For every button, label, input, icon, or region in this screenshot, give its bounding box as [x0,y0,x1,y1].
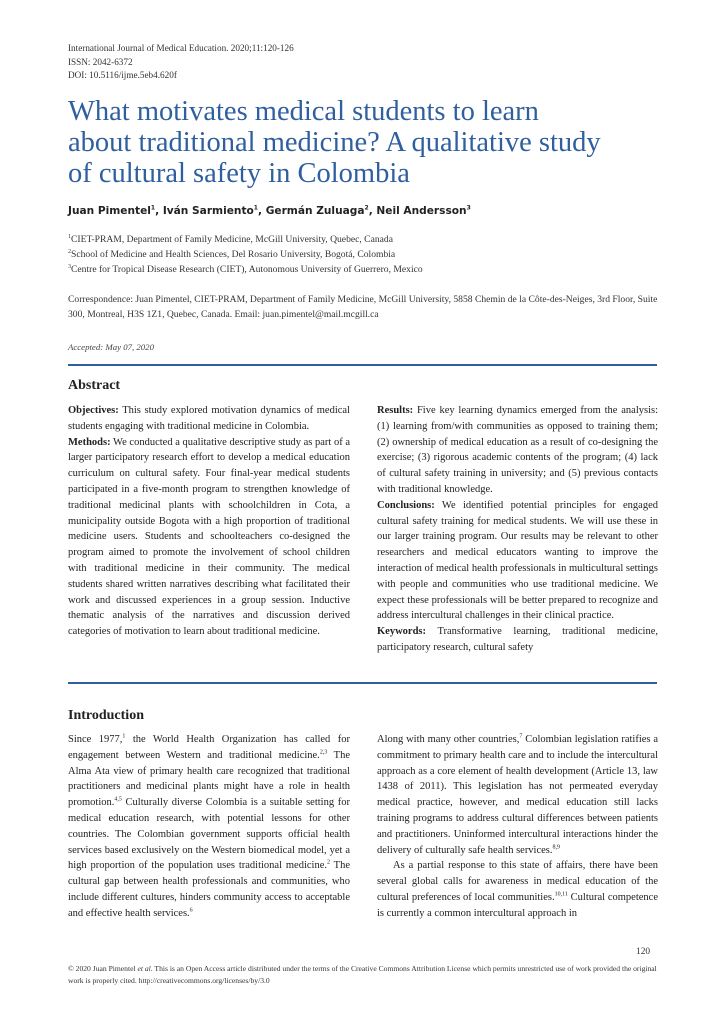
citation-marker: 6 [189,907,193,914]
conclusions-text: We identified potential principles for engaged cultural safety training for medical students. We will use these in our larger training program. Our results may be relevant to other researchers and medical educators wanting to improve the interaction of medical health professionals in multicultural settings with people and communities who use traditional medicine. We expect these professionals will be better prepared to recognize and address intercultural challenges in their clinical practice. [377,499,658,622]
author-name: Juan Pimentel [68,205,151,217]
citation-marker: 2,3 [319,749,328,756]
author-affiliation-mark: 2 [364,204,369,212]
results-label: Results: [377,405,414,416]
author-affiliation-mark: 1 [253,204,258,212]
license-text: . This is an Open Access article distributed under the terms of the Creative Commons Attribution License which permits unrestricted use of work provided the original work is properly cited. http://creativecommons.org/licenses/by/3.0 [68,964,657,985]
paragraph-text: Since 1977, [68,734,123,745]
abstract-results [377,403,658,498]
title-line-2: about traditional medicine? A qualitative study [68,127,601,158]
citation-marker: 1 [122,733,126,740]
citation-marker: 7 [519,733,523,740]
abstract-keywords [377,624,658,656]
abstract-right-column [377,403,658,656]
paragraph-text: Colombian legislation ratifies a commitment to primary health care and to include the intercultural approach as a core element of health development (Article 13, law 1438 of 2011). This legislation has not permeated everyday medical practice, however, and medical education still lacks training programs to address cultural differences between patients and practitioners. Uninformed intercultural interactions hinder the delivery of culturally safe health services. [377,734,658,856]
conclusions-label: Conclusions: [377,499,435,511]
keywords-text: Transformative learning, traditional medicine, participatory research, cultural safety [377,626,658,653]
paragraph-text: Cultural competence is currently a common intercultural approach in [377,891,658,919]
divider-top [68,364,657,366]
introduction-paragraph-3 [377,858,658,921]
author-affiliation-mark: 1 [150,204,156,212]
objectives-label: Objectives: [68,405,119,416]
paragraph-text: The cultural gap between health professionals and communities, who include different cultures, hinders community access to acceptable and effective health services. [68,860,350,919]
citation-marker: 8,9 [552,844,561,851]
author-list: Juan Pimentel$^1$, Iván Sarmiento$^1$, Germán Zuluaga$^2$, Neil Andersson$^3$ [68,204,471,217]
license-notice [68,963,658,986]
title-line-3: of cultural safety in Colombia [68,158,410,189]
introduction-left-column [68,732,350,922]
paragraph-text: Culturally diverse Colombia is a suitable setting for medical education research, with potential lessons for other countries. The Colombian government supports official health services based exclusively on the Western biomedical model, yet a high proportion of the population uses traditional medicine. [68,797,350,872]
license-etal: et al [137,964,151,973]
author-name: Neil Andersson [376,205,467,217]
journal-issn: ISSN: 2042-6372 [68,56,133,67]
introduction-paragraph-2 [377,732,658,858]
affiliation-text: CIET-PRAM, Department of Family Medicine, McGill University, Quebec, Canada [71,234,393,245]
results-text: Five key learning dynamics emerged from the analysis: (1) learning from/with communities as opposed to training them; (2) ownership of medical education as a result of co-designing the exercise; (3) rigorous academic contents of the program; (4) lack of cultural safety training in university; and (5) previous contacts with traditional knowledge. [377,405,658,495]
abstract-methods [68,435,350,640]
abstract-heading: Abstract [68,378,121,393]
objectives-text: This study explored motivation dynamics of medical students engaging with traditional medicine in Colombia. [68,405,350,432]
affiliations [68,232,423,277]
affiliation-number: 2 [68,248,71,255]
author-affiliation-mark: 3 [466,204,471,212]
article-title [68,96,668,189]
introduction-paragraph-1 [68,732,350,922]
paragraph-text: The Alma Ata view of primary health care recognized that traditional practitioners and medicinal plants might have a role in health promotion. [68,749,350,809]
accepted-date: Accepted: May 07, 2020 [68,342,154,352]
methods-label: Methods: [68,436,111,448]
abstract-conclusions [377,498,658,624]
citation-marker: 2 [326,859,330,866]
affiliation-text: Centre for Tropical Disease Research (CIET), Autonomous University of Guerrero, Mexico [71,264,423,275]
divider-bottom [68,682,657,684]
introduction-heading: Introduction [68,708,144,723]
keywords-label: Keywords: [377,626,426,638]
paragraph-text: the World Health Organization has called for engagement between Western and traditional medicine. [68,734,350,761]
page-number: 120 [636,947,651,957]
correspondence: Correspondence: Juan Pimentel, CIET-PRAM, Department of Family Medicine, McGill University, 5858 Chemin de la Côte-des-Neiges, 3rd Floor, Suite 300, Montreal, H3S 1Z1, Quebec, Canada. Email: juan.pimentel@mail.mcgill.ca [68,294,658,320]
abstract-left-column [68,403,350,640]
citation-marker: 10,11 [554,891,568,898]
affiliation-item [68,232,423,247]
methods-text: We conducted a qualitative descriptive study as part of a larger participatory research effort to develop a medical education curriculum on cultural safety. Four final-year medical students participated in a five-month program to strengthen knowledge of traditional medicinal plants with schoolchildren in Cota, a municipality outside Bogota with a high proportion of traditional medicine users. Students and schoolteachers co-designed the program aimed to promote the involvement of school children with traditional medicine in their community. The medical students shared written narratives describing what facilitated their work and discussed experiences in a group session. Inductive thematic analysis of the narratives and discussion derived categories of motivation to learn about traditional medicine. [68,436,350,638]
journal-meta [68,42,294,83]
affiliation-item [68,247,423,262]
abstract-objectives [68,403,350,435]
journal-doi: DOI: 10.5116/ijme.5eb4.620f [68,70,177,80]
license-prefix: © 2020 Juan Pimentel [68,964,138,973]
paragraph-text: As a partial response to this state of affairs, there have been several global calls for awareness in medical education of the cultural preferences of local communities. [377,860,658,903]
affiliation-item [68,262,423,277]
author-name: Germán Zuluaga [265,205,365,217]
paragraph-text: Along with many other countries, [377,734,520,745]
author-name: Iván Sarmiento [162,205,254,217]
journal-citation: International Journal of Medical Education. 2020;11:120-126 [68,43,294,53]
citation-marker: 4,5 [114,796,122,803]
affiliation-number: 3 [68,263,71,270]
title-line-1: What motivates medical students to learn [68,96,539,127]
affiliation-text: School of Medicine and Health Sciences, Del Rosario University, Bogotá, Colombia [71,249,396,260]
introduction-right-column [377,732,658,922]
affiliation-number: 1 [68,233,71,240]
